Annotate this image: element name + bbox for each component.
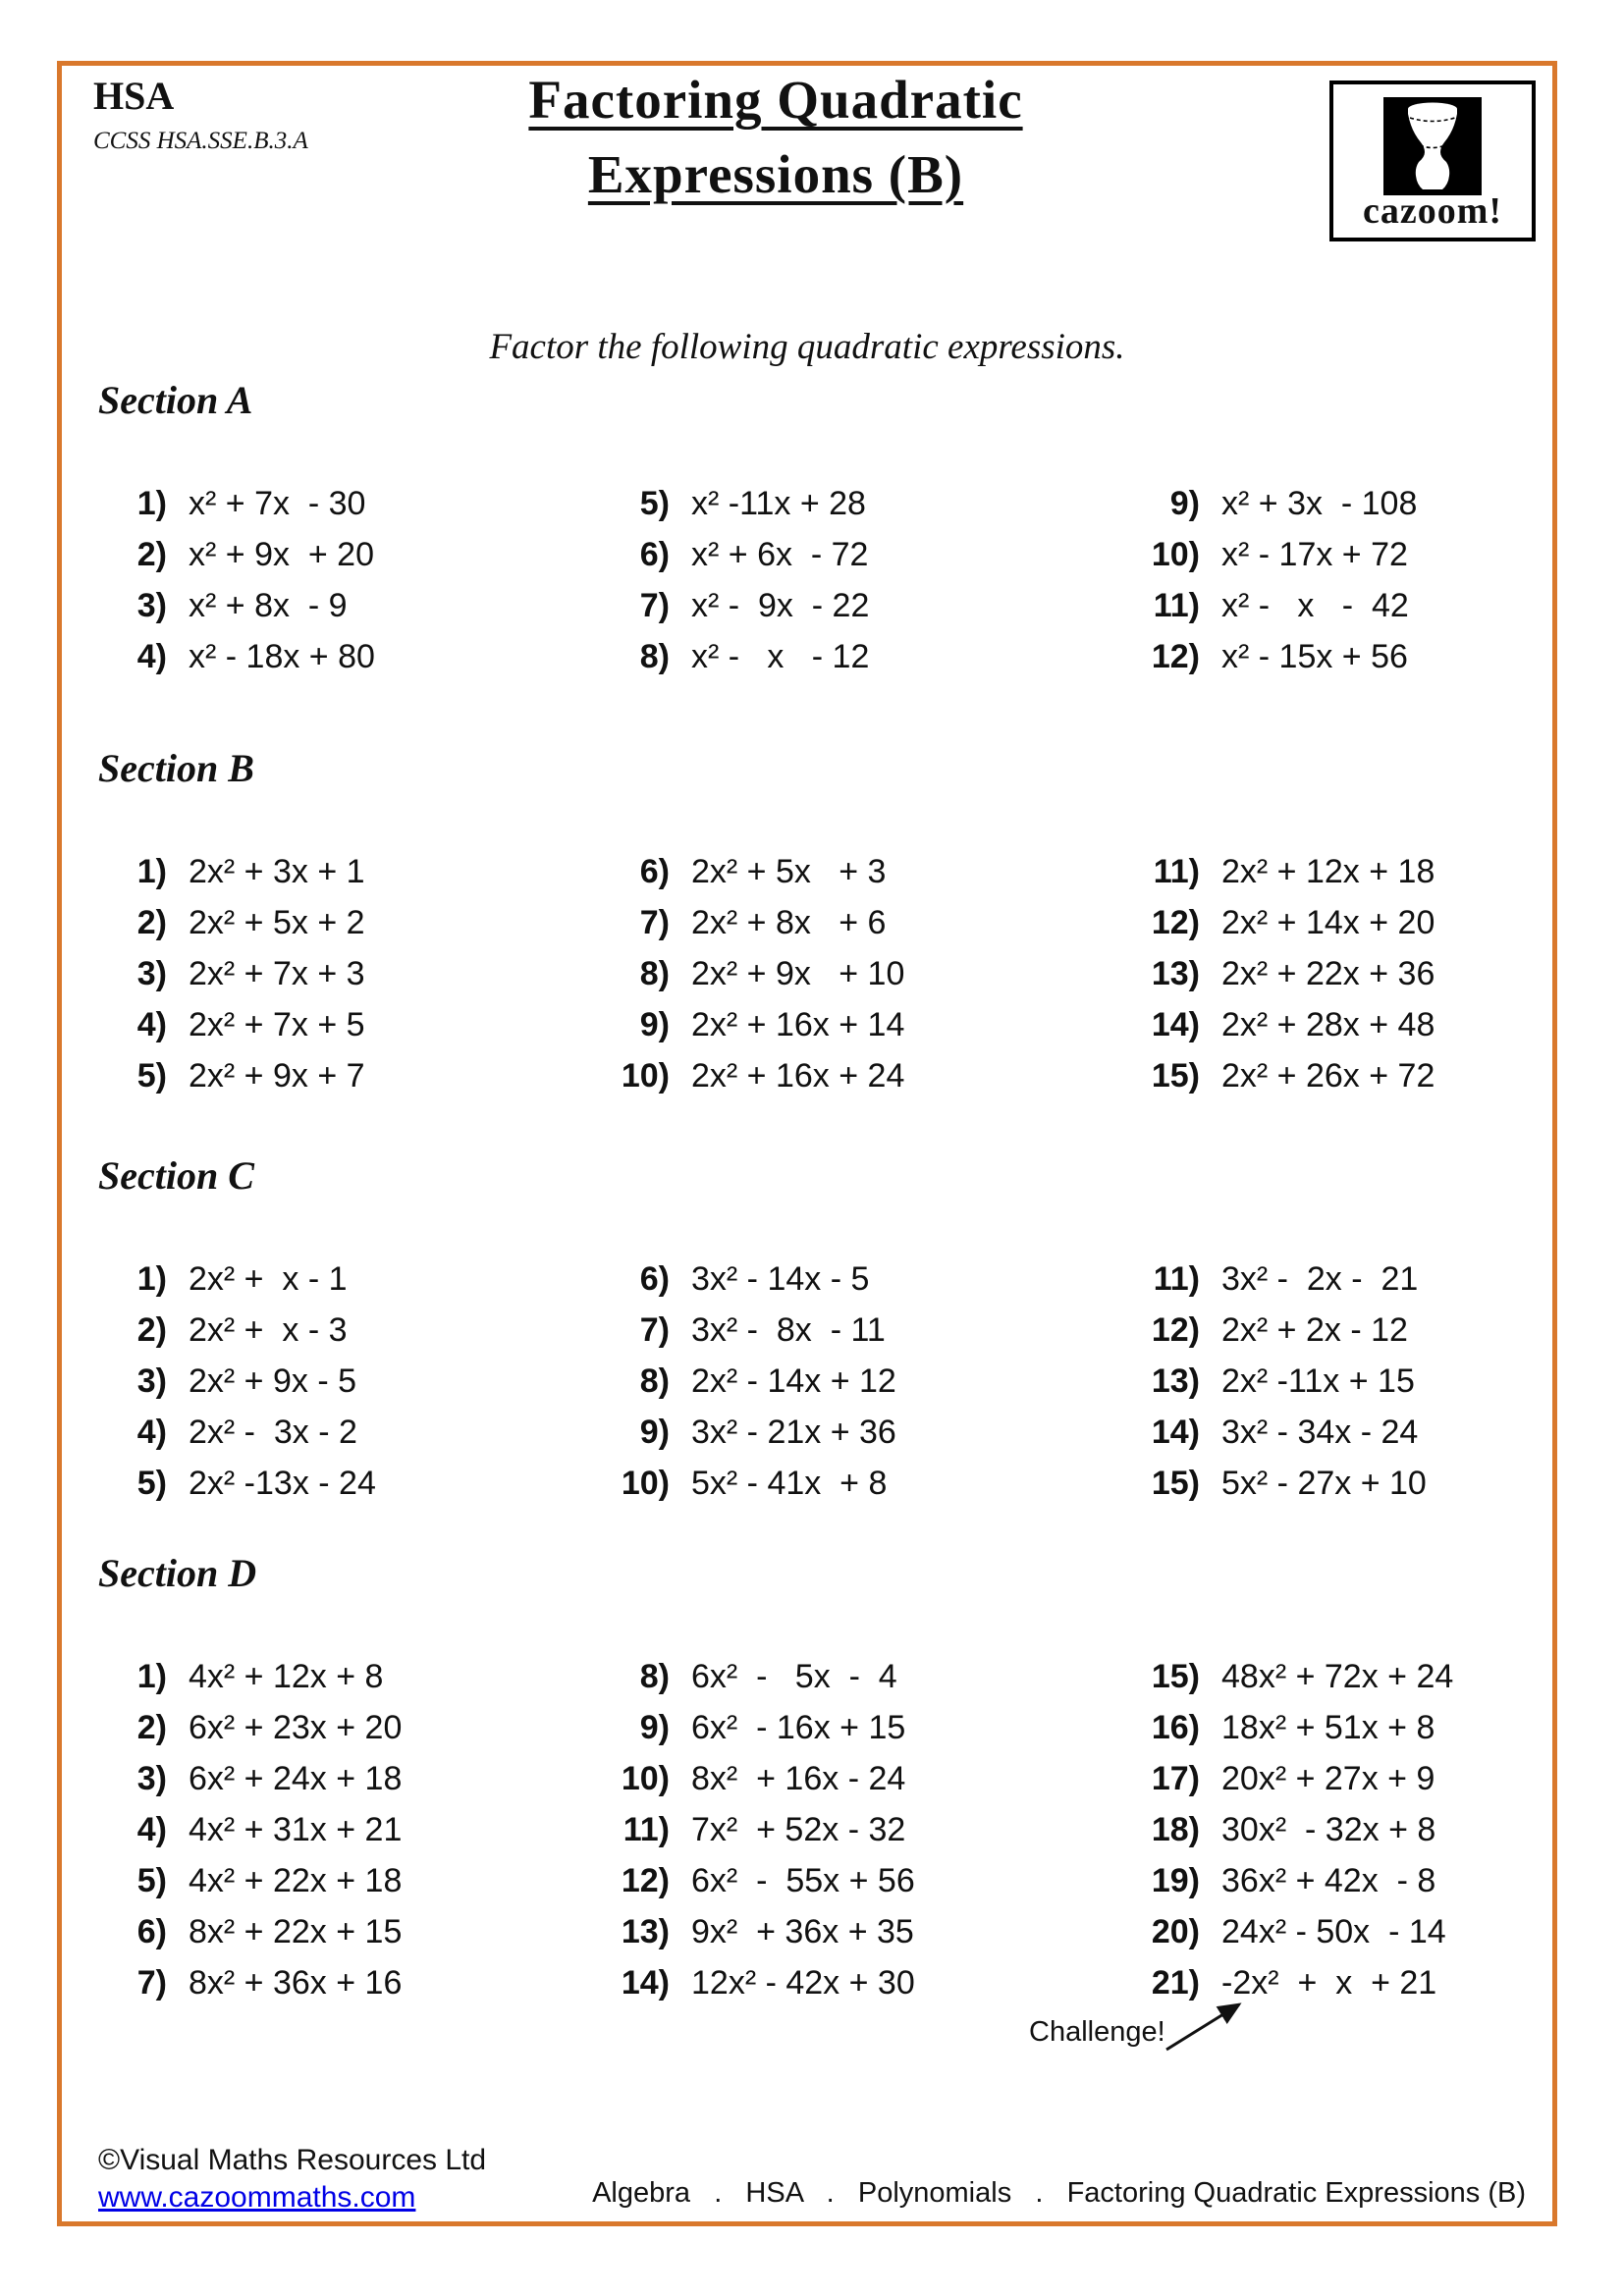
problem [98,1957,579,2008]
problem-number: 11) [1153,852,1200,890]
problem-expression: 20x² + 27x + 9 [1221,1759,1435,1797]
problem-number: 15) [1151,1464,1200,1502]
problem-number: 3) [136,1759,167,1797]
section-d-column-1 [98,1651,579,2008]
problem [98,1651,579,1702]
problem-expression: 2x² + 12x + 18 [1221,852,1435,890]
problem-expression: 3x² - 34x - 24 [1221,1413,1419,1451]
section-a-heading: Section A [98,378,253,422]
problem [98,1254,579,1305]
problem-number: 6) [639,1259,670,1298]
problem [1131,1305,1612,1356]
problem-number: 14) [1151,1005,1200,1043]
problem [601,1254,1082,1305]
problem-number: 1) [136,852,167,890]
problem-number: 12) [1151,637,1200,675]
problem-number: 12) [1151,1310,1200,1349]
problem-expression: 2x² + 14x + 20 [1221,903,1435,941]
problem [601,1855,1082,1906]
problem-expression: 8x² + 36x + 16 [189,1963,403,2002]
problem [1131,1651,1612,1702]
problem-number: 15) [1151,1056,1200,1095]
problem [98,897,579,948]
problem-number: 6) [639,535,670,573]
problem [1131,1407,1612,1458]
section-c-column-2 [601,1254,1082,1509]
problem-expression: 2x² + 16x + 24 [691,1056,905,1095]
problem [1131,1458,1612,1509]
problem [601,999,1082,1050]
problem [601,1957,1082,2008]
problem-number: 7) [639,586,670,624]
problem [601,580,1082,631]
problem [98,846,579,897]
website-link[interactable]: www.cazoommaths.com [98,2181,416,2214]
problem [1131,478,1612,529]
problem [98,1753,579,1804]
djembe-drum-icon [1383,97,1482,195]
logo-wordmark: cazoom! [1362,190,1503,232]
problem [601,1305,1082,1356]
problem-expression: 6x² - 5x - 4 [691,1657,897,1695]
problem-expression: 8x² + 22x + 15 [189,1912,403,1950]
section-d-column-3 [1131,1651,1612,2008]
problem [1131,631,1612,682]
problem-expression: 2x² + 28x + 48 [1221,1005,1435,1043]
problem-number: 21) [1151,1963,1200,2002]
problem-expression: 48x² + 72x + 24 [1221,1657,1454,1695]
problem [98,1356,579,1407]
problem-expression: x² - x - 42 [1221,586,1409,624]
problem [1131,846,1612,897]
problem-number: 10) [621,1759,670,1797]
problem-expression: 12x² - 42x + 30 [691,1963,915,2002]
problem-expression: x² -11x + 28 [691,484,866,522]
problem [601,529,1082,580]
problem-number: 9) [639,1708,670,1746]
section-d-heading: Section D [98,1551,257,1595]
problem-expression: 3x² - 14x - 5 [691,1259,870,1298]
problem [98,1305,579,1356]
problem-number: 10) [621,1464,670,1502]
section-a-column-1 [98,478,579,682]
problem-number: 8) [639,1362,670,1400]
problem-expression: 2x² + 2x - 12 [1221,1310,1408,1349]
problem-number: 2) [136,1310,167,1349]
problem-number: 4) [136,1810,167,1848]
section-b-heading: Section B [98,746,254,790]
problem-number: 14) [621,1963,670,2002]
problem-number: 18) [1151,1810,1200,1848]
problem-number: 8) [639,954,670,992]
problem-number: 2) [136,903,167,941]
problem [1131,1855,1612,1906]
challenge-arrow-icon [1157,1989,1255,2059]
problem [1131,1050,1612,1101]
problem [601,1804,1082,1855]
problem [98,631,579,682]
problem-expression: x² - 17x + 72 [1221,535,1408,573]
problem [1131,999,1612,1050]
problem-expression: 2x² + 9x - 5 [189,1362,357,1400]
problem-number: 5) [136,1056,167,1095]
problem-expression: x² + 8x - 9 [189,586,348,624]
problem-number: 1) [136,484,167,522]
problem-number: 10) [1151,535,1200,573]
problem [601,1458,1082,1509]
problem [98,1050,579,1101]
problem [601,1906,1082,1957]
section-a-column-2 [601,478,1082,682]
problem [601,897,1082,948]
problem-expression: 2x² - 14x + 12 [691,1362,896,1400]
problem-expression: x² + 7x - 30 [189,484,366,522]
problem-expression: 2x² + 9x + 7 [189,1056,365,1095]
problem [98,1906,579,1957]
problem-number: 9) [1169,484,1200,522]
problem-number: 16) [1151,1708,1200,1746]
problem-number: 15) [1151,1657,1200,1695]
problem-expression: x² - 18x + 80 [189,637,375,675]
problem [601,631,1082,682]
problem-expression: 2x² + x - 3 [189,1310,348,1349]
problem-number: 12) [621,1861,670,1899]
problem-expression: 36x² + 42x - 8 [1221,1861,1436,1899]
section-b-column-3 [1131,846,1612,1101]
cazoom-logo [1329,80,1536,241]
section-a [0,378,1624,675]
problem-expression: x² - 9x - 22 [691,586,870,624]
problem-expression: 2x² - 3x - 2 [189,1413,357,1451]
problem-number: 10) [621,1056,670,1095]
problem [1131,580,1612,631]
problem-number: 19) [1151,1861,1200,1899]
ccss-standard: CCSS HSA.SSE.B.3.A [93,128,308,154]
problem-number: 4) [136,1413,167,1451]
problem-expression: x² + 6x - 72 [691,535,869,573]
section-d-column-2 [601,1651,1082,2008]
challenge-label: Challenge! [1029,2016,1165,2048]
problem-expression: 6x² + 23x + 20 [189,1708,403,1746]
problem-expression: 3x² - 8x - 11 [691,1310,886,1349]
problem-expression: 2x² + 3x + 1 [189,852,365,890]
problem [1131,1254,1612,1305]
problem-expression: 6x² - 55x + 56 [691,1861,915,1899]
problem-expression: x² - 15x + 56 [1221,637,1408,675]
problem [601,846,1082,897]
section-b [0,746,1624,1095]
problem-expression: 30x² - 32x + 8 [1221,1810,1436,1848]
problem [601,1356,1082,1407]
problem [601,1651,1082,1702]
problem-number: 11) [1153,1259,1200,1298]
problem-expression: 2x² -11x + 15 [1221,1362,1415,1400]
problem-expression: 8x² + 16x - 24 [691,1759,906,1797]
problem [98,1702,579,1753]
problem-number: 2) [136,535,167,573]
problem-number: 5) [136,1464,167,1502]
problem-expression: 3x² - 2x - 21 [1221,1259,1419,1298]
copyright-text: ©Visual Maths Resources Ltd [98,2144,487,2176]
problem [98,1407,579,1458]
problem-number: 12) [1151,903,1200,941]
problem [98,1804,579,1855]
problem-number: 7) [639,1310,670,1349]
problem [98,948,579,999]
problem-number: 17) [1151,1759,1200,1797]
problem-expression: 9x² + 36x + 35 [691,1912,914,1950]
problem-number: 2) [136,1708,167,1746]
problem [98,1458,579,1509]
problem-expression: 4x² + 22x + 18 [189,1861,403,1899]
problem [1131,529,1612,580]
problem-number: 13) [1151,1362,1200,1400]
problem-number: 6) [639,852,670,890]
problem-number: 1) [136,1259,167,1298]
section-c-heading: Section C [98,1153,254,1198]
problem [98,1855,579,1906]
problem-number: 11) [1153,586,1200,624]
problem-number: 3) [136,586,167,624]
problem-number: 11) [623,1810,670,1848]
problem [601,1753,1082,1804]
problem-expression: x² + 9x + 20 [189,535,374,573]
problem-number: 5) [639,484,670,522]
title-line-2: Expressions (B) [587,144,964,204]
problem-expression: 7x² + 52x - 32 [691,1810,906,1848]
problem [601,1407,1082,1458]
problem-expression: 3x² - 21x + 36 [691,1413,896,1451]
problem [98,999,579,1050]
problem [98,580,579,631]
problem-number: 13) [1151,954,1200,992]
problem [601,948,1082,999]
problem [1131,1753,1612,1804]
instruction-text: Factor the following quadratic expressions. [489,327,1125,367]
problem-expression: 24x² - 50x - 14 [1221,1912,1446,1950]
title-line-1: Factoring Quadratic [528,70,1023,130]
problem-number: 14) [1151,1413,1200,1451]
problem [601,478,1082,529]
problem [1131,1906,1612,1957]
section-d [0,1551,1624,2002]
problem-expression: -2x² + x + 21 [1221,1963,1437,2002]
problem [98,529,579,580]
problem-number: 8) [639,637,670,675]
problem-expression: 4x² + 12x + 8 [189,1657,384,1695]
problem-number: 13) [621,1912,670,1950]
problem [1131,1356,1612,1407]
problem-expression: 2x² + 7x + 3 [189,954,365,992]
problem [98,478,579,529]
problem-expression: x² + 3x - 108 [1221,484,1418,522]
breadcrumb: Algebra . HSA . Polynomials . Factoring Quadratic Expressions (B) [592,2177,1526,2209]
problem-expression: 2x² + 7x + 5 [189,1005,365,1043]
problem [1131,1804,1612,1855]
problem-expression: 18x² + 51x + 8 [1221,1708,1435,1746]
problem-number: 4) [136,637,167,675]
problem [601,1702,1082,1753]
problem-number: 7) [639,903,670,941]
section-c-column-1 [98,1254,579,1509]
problem-number: 6) [136,1912,167,1950]
problem-expression: 4x² + 31x + 21 [189,1810,403,1848]
problem-expression: 5x² - 41x + 8 [691,1464,888,1502]
problem-expression: 2x² + 9x + 10 [691,954,905,992]
problem-expression: 6x² - 16x + 15 [691,1708,906,1746]
problem-number: 1) [136,1657,167,1695]
problem [601,1050,1082,1101]
problem-number: 3) [136,1362,167,1400]
problem-expression: 2x² + 26x + 72 [1221,1056,1435,1095]
problem-expression: 5x² - 27x + 10 [1221,1464,1427,1502]
section-c-column-3 [1131,1254,1612,1509]
problem-expression: 2x² + 8x + 6 [691,903,887,941]
problem-number: 9) [639,1005,670,1043]
problem [1131,897,1612,948]
problem-number: 9) [639,1413,670,1451]
section-c [0,1153,1624,1502]
section-b-column-2 [601,846,1082,1101]
problem-expression: 2x² + 5x + 2 [189,903,365,941]
problem-number: 3) [136,954,167,992]
problem [1131,948,1612,999]
problem-expression: 6x² + 24x + 18 [189,1759,403,1797]
problem-expression: 2x² + 5x + 3 [691,852,887,890]
section-b-column-1 [98,846,579,1101]
problem-number: 7) [136,1963,167,2002]
course-code: HSA [93,74,175,118]
problem-number: 4) [136,1005,167,1043]
problem-expression: x² - x - 12 [691,637,870,675]
problem-expression: 2x² -13x - 24 [189,1464,376,1502]
problem-expression: 2x² + 16x + 14 [691,1005,905,1043]
section-a-column-3 [1131,478,1612,682]
problem-number: 20) [1151,1912,1200,1950]
worksheet-title [236,63,1316,212]
problem [1131,1702,1612,1753]
problem-number: 8) [639,1657,670,1695]
problem-number: 5) [136,1861,167,1899]
problem-expression: 2x² + 22x + 36 [1221,954,1435,992]
problem-expression: 2x² + x - 1 [189,1259,348,1298]
